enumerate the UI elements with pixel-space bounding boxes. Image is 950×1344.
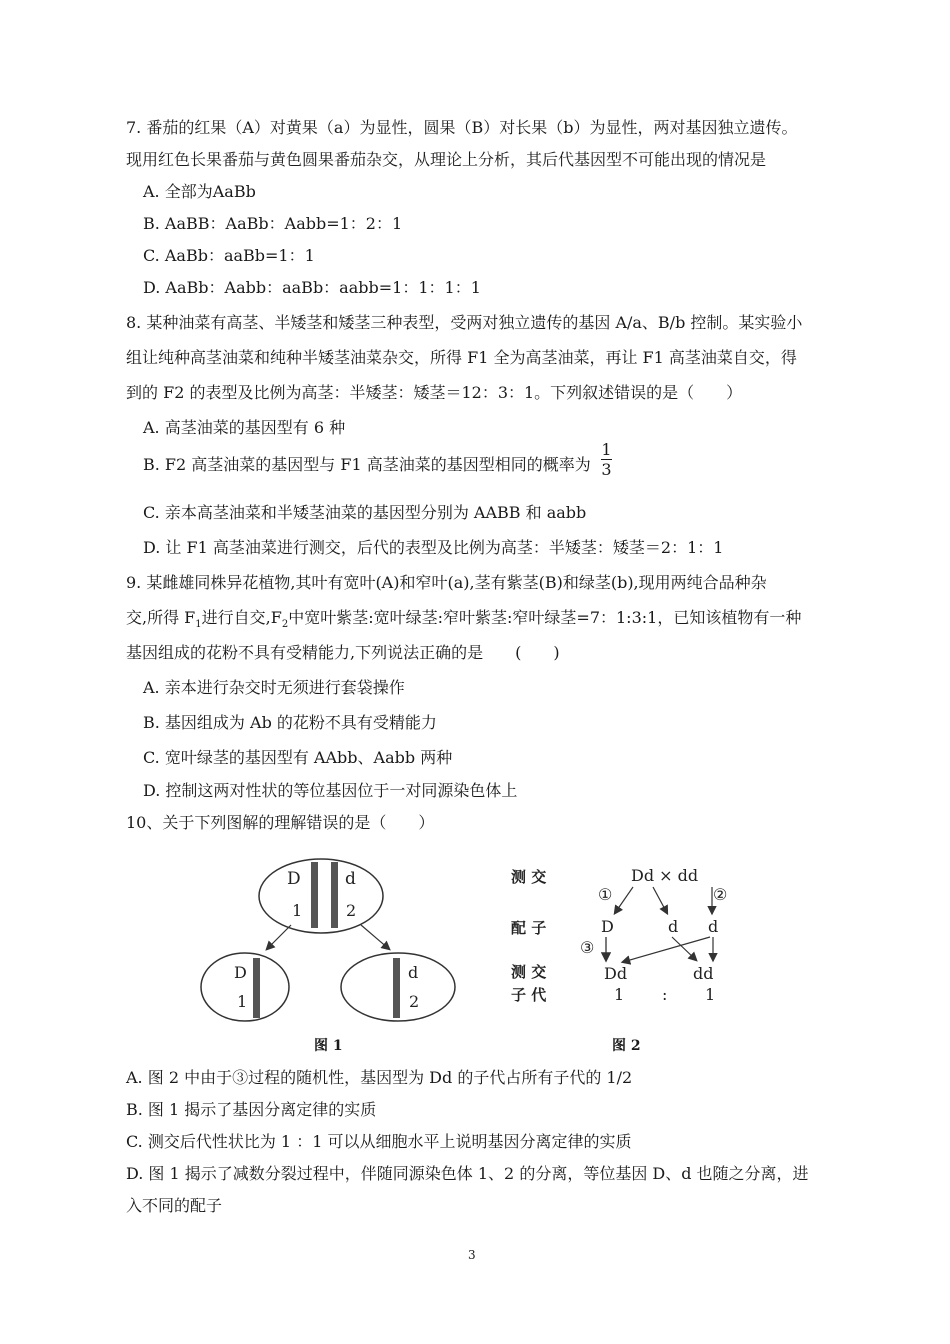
q8-option-a: A. 高茎油菜的基因型有 6 种 — [143, 418, 346, 437]
q9-option-b: B. 基因组成为 Ab 的花粉不具有受精能力 — [143, 713, 437, 732]
marker-3: ③ — [580, 938, 595, 957]
gamete-d-1: d — [668, 917, 679, 936]
figure-2-testcross-diagram — [505, 858, 765, 1018]
fraction-denominator: 3 — [601, 460, 612, 479]
q7-option-c: C. AaBb：aaBb=1：1 — [143, 246, 315, 265]
q8-stem-line1: 8. 某种油菜有高茎、半矮茎和矮茎三种表型，受两对独立遗传的基因 A/a、B/b 控制。某实验小 — [126, 313, 803, 332]
q8-option-b-fraction — [601, 441, 612, 478]
q7-option-a: A. 全部为AaBb — [143, 182, 256, 201]
q9-option-c: C. 宽叶绿茎的基因型有 AAbb、Aabb 两种 — [143, 748, 453, 767]
ratio-left: 1 — [614, 985, 625, 1004]
figure-1-caption: 图 1 — [314, 1038, 343, 1054]
page-number: 3 — [468, 1248, 476, 1262]
label-offspring-line1: 测 交 — [511, 963, 547, 981]
q8-stem-line3: 到的 F2 的表型及比例为高茎：半矮茎：矮茎＝12：3：1。下列叙述错误的是（ ） — [126, 383, 743, 402]
q9-stem-line3: 基因组成的花粉不具有受精能力,下列说法正确的是 ( ) — [126, 643, 560, 662]
arrow-d1-to-dd — [672, 937, 696, 960]
q10-option-d-line1: D. 图 1 揭示了减数分裂过程中，伴随同源染色体 1、2 的分离，等位基因 D、d 也随之分离，进 — [126, 1164, 809, 1183]
marker-1: ① — [598, 885, 613, 904]
left-cell-chromosome-number: 1 — [237, 992, 248, 1011]
arrow-dd-to-D — [615, 887, 633, 913]
chromosome-1 — [311, 862, 318, 928]
q10-option-d-line2: 入不同的配子 — [126, 1196, 223, 1215]
q8-option-d: D. 让 F1 高茎油菜进行测交，后代的表型及比例为高茎：半矮茎：矮茎＝2：1：1 — [143, 538, 724, 557]
label-offspring-line2: 子 代 — [511, 986, 547, 1004]
arrow-to-left-cell — [267, 925, 291, 949]
q7-option-b: B. AaBB：AaBb：Aabb=1：2：1 — [143, 214, 403, 233]
q9-stem-line2-part1: 交,所得 F — [126, 608, 196, 627]
marker-2: ② — [713, 885, 728, 904]
figure-1-chromosome-diagram — [195, 850, 475, 1030]
q9-stem-line2-part2: 进行自交,F — [201, 608, 282, 627]
left-cell-gene-label: D — [234, 963, 247, 982]
chromosome-1-number: 1 — [292, 901, 303, 920]
q9-option-a: A. 亲本进行杂交时无须进行套袋操作 — [143, 678, 405, 697]
right-cell-chromosome — [393, 958, 400, 1018]
left-cell-chromosome — [253, 958, 260, 1018]
parent-cross: Dd × dd — [631, 866, 699, 885]
q8-option-b: B. F2 高茎油菜的基因型与 F1 高茎油菜的基因型相同的概率为 — [143, 455, 591, 474]
arrow-d2-to-Dd — [623, 937, 710, 962]
gene-D-label: D — [287, 869, 301, 889]
right-cell-gene-label: d — [408, 963, 419, 982]
fraction-numerator: 1 — [601, 440, 612, 459]
q8-option-c: C. 亲本高茎油菜和半矮茎油菜的基因型分别为 AABB 和 aabb — [143, 503, 587, 522]
q9-option-d: D. 控制这两对性状的等位基因位于一对同源染色体上 — [143, 781, 518, 800]
right-cell-chromosome-number: 2 — [409, 992, 420, 1011]
q7-stem-line2: 现用红色长果番茄与黄色圆果番茄杂交，从理论上分析，其后代基因型不可能出现的情况是 — [126, 150, 767, 169]
offspring-dd: dd — [693, 964, 714, 983]
label-gametes: 配 子 — [511, 919, 547, 937]
chromosome-2 — [331, 862, 338, 928]
arrow-dd-to-d1 — [653, 887, 667, 913]
q9-stem-line2-part3: 中宽叶紫茎:宽叶绿茎:窄叶紫茎:窄叶绿茎=7：1:3:1，已知该植物有一种 — [288, 608, 802, 627]
gamete-D: D — [601, 917, 614, 936]
label-testcross: 测 交 — [511, 868, 547, 886]
gene-d-label: d — [345, 869, 356, 889]
q9-stem-line1: 9. 某雌雄同株异花植物,其叶有宽叶(A)和窄叶(a),茎有紫茎(B)和绿茎(b),现用两纯合品种杂 — [126, 573, 767, 592]
q10-option-b: B. 图 1 揭示了基因分离定律的实质 — [126, 1100, 377, 1119]
subscript-2: 2 — [281, 619, 289, 631]
gamete-d-2: d — [708, 917, 719, 936]
parent-cell — [259, 859, 383, 933]
offspring-Dd: Dd — [604, 964, 628, 983]
q8-stem-line2: 组让纯种高茎油菜和纯种半矮茎油菜杂交，所得 F1 全为高茎油菜，再让 F1 高茎油菜自交，得 — [126, 348, 797, 367]
ratio-colon: : — [662, 985, 668, 1004]
chromosome-2-number: 2 — [346, 901, 357, 920]
q9-stem-line2 — [126, 608, 801, 635]
ratio-right: 1 — [705, 985, 716, 1004]
figure-2-caption: 图 2 — [612, 1038, 641, 1054]
subscript-1: 1 — [195, 619, 202, 631]
q7-stem-line1: 7. 番茄的红果（A）对黄果（a）为显性，圆果（B）对长果（b）为显性，两对基因独立遗传。 — [126, 118, 798, 137]
q7-option-d: D. AaBb：Aabb：aaBb：aabb=1：1：1：1 — [143, 278, 481, 297]
q10-stem: 10、关于下列图解的理解错误的是（ ） — [126, 813, 435, 832]
q10-option-c: C. 测交后代性状比为 1 ：1 可以从细胞水平上说明基因分离定律的实质 — [126, 1132, 632, 1151]
arrow-to-right-cell — [361, 925, 389, 949]
q10-option-a: A. 图 2 中由于③过程的随机性，基因型为 Dd 的子代占所有子代的 1/2 — [126, 1068, 633, 1087]
